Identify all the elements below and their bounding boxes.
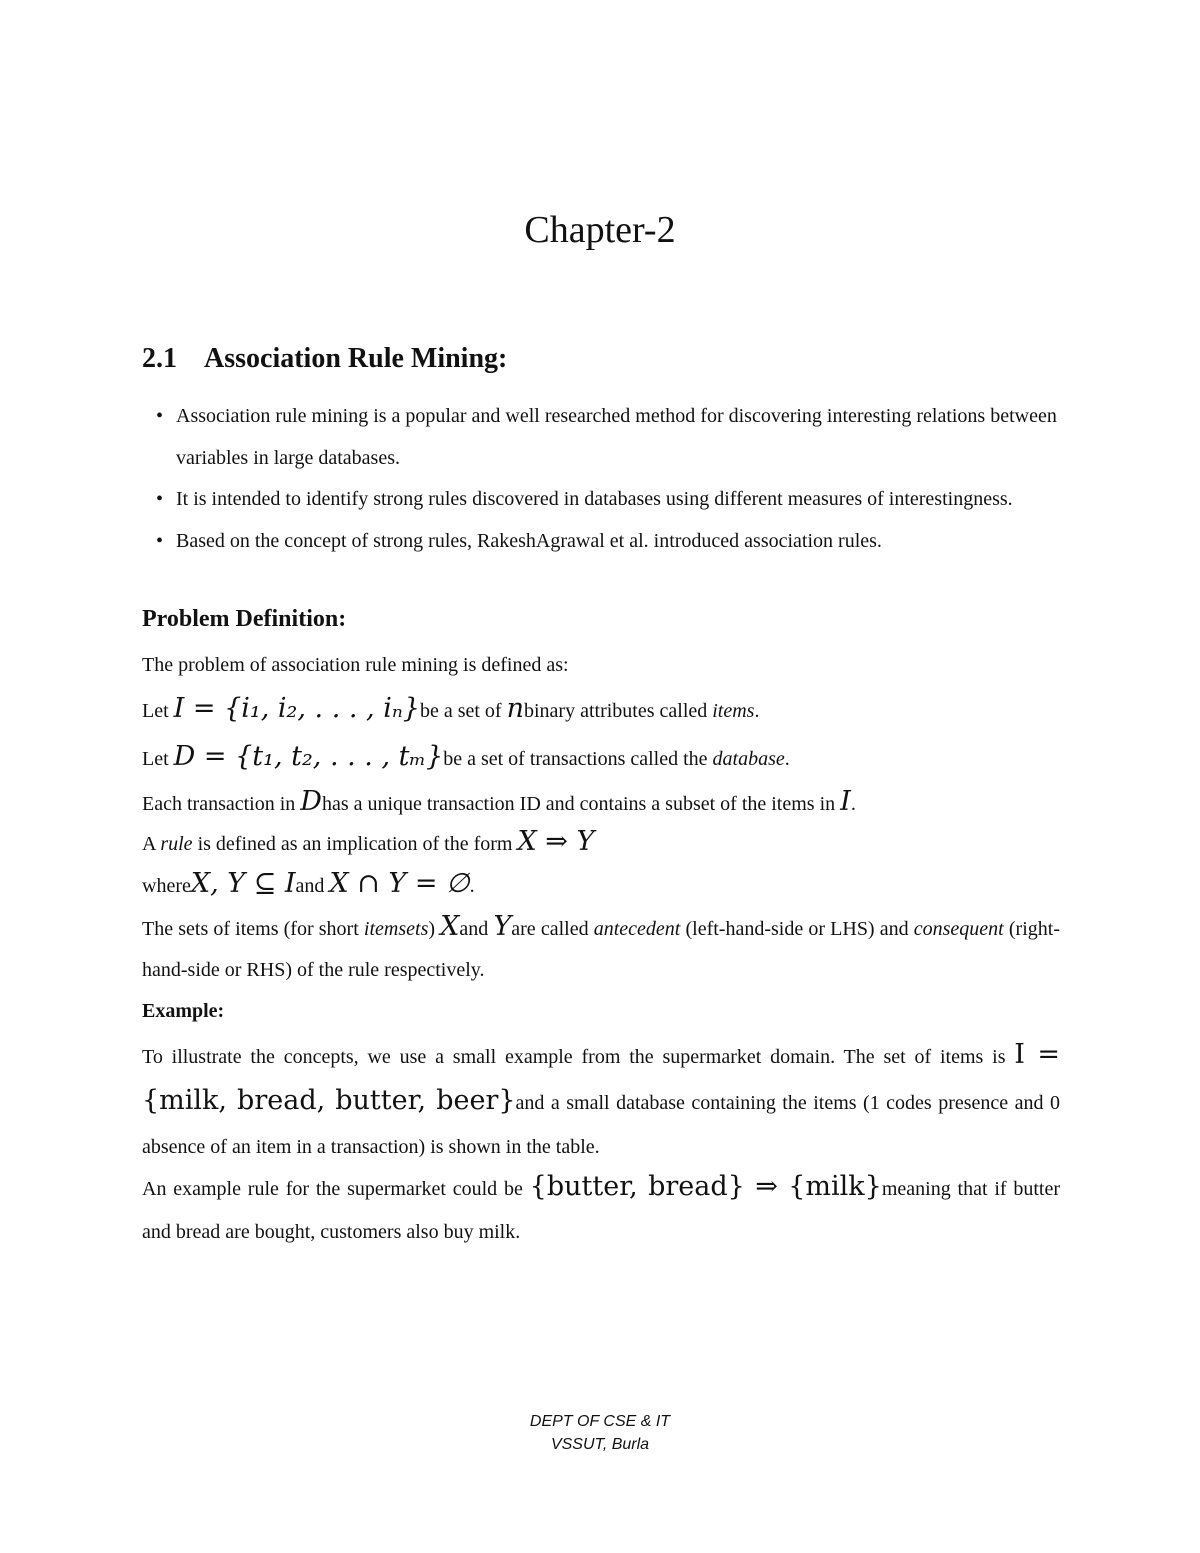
example-paragraph: To illustrate the concepts, we use a small example from the supermarket domain. The set of items is I = {milk, bread, butter, beer}and a small database containing the items (1 codes presence and 0 absence of an item in a transaction) is shown in the table.: [142, 1039, 1060, 1158]
disjoint-formula: X ∩ Y = ∅: [329, 868, 470, 899]
where-condition-line: whereX, Y ⊆ Iand X ∩ Y = ∅.: [142, 868, 475, 899]
database-term: database: [712, 748, 785, 770]
supermarket-items-formula: I = {milk, bread, butter, beer}: [142, 1039, 1060, 1116]
items-definition-line: Let I = {i₁, i₂, . . . , iₙ}be a set of nbinary attributes called items.: [142, 693, 760, 724]
consequent-term: consequent: [913, 918, 1004, 940]
rule-definition-line: A rule is defined as an implication of the form X ⇒ Y: [142, 826, 595, 857]
bullet-item: • Based on the concept of strong rules, RakeshAgrawal et al. introduced association rules.: [156, 521, 1066, 563]
footer-institution: VSSUT, Burla: [550, 1436, 650, 1453]
items-term: items: [712, 700, 755, 722]
example-rule-paragraph: An example rule for the supermarket could be {butter, bread} ⇒ {milk}meaning that if butter and bread are bought, customers also buy milk.: [142, 1171, 1060, 1243]
rule-term: rule: [160, 833, 193, 855]
bullet-list: [156, 396, 1066, 562]
problem-intro: The problem of association rule mining is defined as:: [142, 654, 569, 676]
section-title: Association Rule Mining:: [204, 343, 508, 374]
subset-formula: X, Y ⊆ I: [190, 868, 296, 899]
problem-definition-heading: Problem Definition:: [142, 606, 347, 632]
example-heading: Example:: [142, 1000, 225, 1022]
d-symbol: D: [300, 786, 322, 817]
antecedent-term: antecedent: [593, 918, 681, 940]
example-rule-formula: {butter, bread} ⇒ {milk}: [529, 1171, 882, 1202]
x-symbol: X: [440, 911, 460, 942]
transaction-line: Each transaction in Dhas a unique transaction ID and contains a subset of the items in I.: [142, 786, 856, 817]
footer-department: DEPT OF CSE & IT: [529, 1413, 671, 1430]
chapter-title: Chapter-2: [524, 209, 676, 251]
itemsets-paragraph: The sets of items (for short itemsets) Xand Yare called antecedent (left-hand-side or LHS) and consequent (right-hand-side or RHS) of the rule respectively.: [142, 911, 1060, 981]
section-heading: [142, 343, 507, 375]
y-symbol: Y: [493, 911, 512, 942]
i-symbol: I: [840, 786, 851, 817]
bullet-item: • It is intended to identify strong rules discovered in databases using different measures of interestingness.: [156, 479, 1066, 521]
database-definition-line: Let D = {t₁, t₂, . . . , tₘ}be a set of transactions called the database.: [142, 741, 790, 772]
database-set-formula: D = {t₁, t₂, . . . , tₘ}: [173, 741, 444, 772]
itemsets-term: itemsets: [363, 918, 429, 940]
bullet-item: • Association rule mining is a popular and well researched method for discovering interesting relations between variables in large databases.: [156, 396, 1066, 479]
n-symbol: n: [506, 693, 524, 724]
items-set-formula: I = {i₁, i₂, . . . , iₙ}: [173, 693, 420, 724]
page-footer: [0, 1410, 1200, 1456]
section-number: 2.1: [142, 343, 177, 374]
implication-formula: X ⇒ Y: [517, 826, 595, 857]
